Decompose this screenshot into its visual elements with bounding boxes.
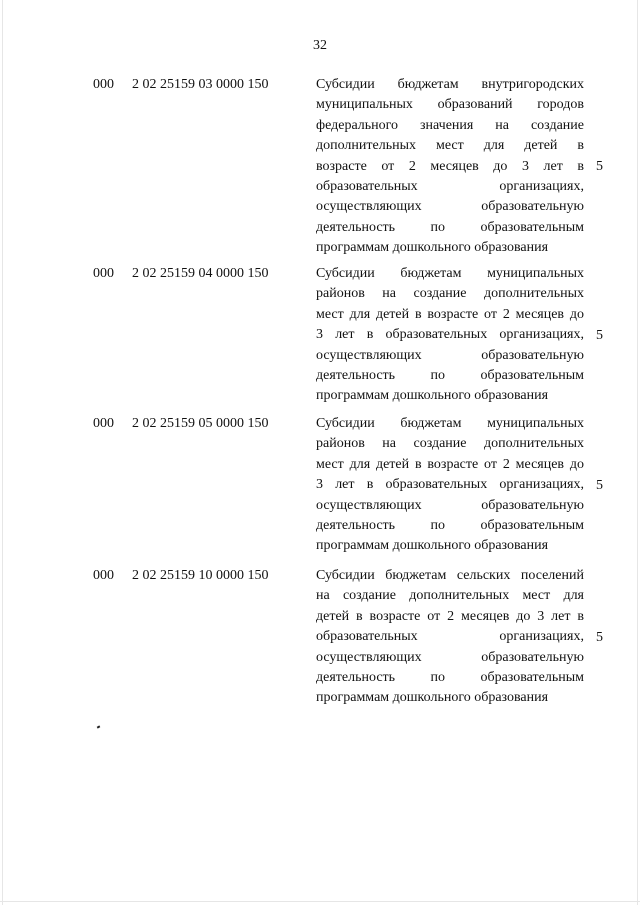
description-line: муниципальных образований городов	[316, 97, 584, 113]
description-line: возрасте от 2 месяцев до 3 лет в	[316, 158, 584, 174]
budget-entry	[0, 264, 640, 404]
stray-ink-mark	[97, 725, 101, 728]
description-line: программам дошкольного образования	[316, 538, 549, 554]
description-line: образовательных организациях,	[316, 178, 584, 194]
admin-code: 000	[93, 77, 114, 92]
description-line: осуществляющих образовательную	[316, 347, 584, 363]
description-line: районов на создание дополнительных	[316, 286, 584, 302]
budget-entry	[0, 414, 640, 554]
entry-amount: 5	[596, 478, 603, 493]
description-line: мест для детей в возрасте от 2 месяцев до	[316, 456, 584, 472]
description-line: дополнительных мест для детей в	[316, 138, 584, 154]
description-line: осуществляющих образовательную	[316, 497, 584, 513]
budget-classification-code: 2 02 25159 04 0000 150	[132, 266, 269, 281]
budget-classification-code: 2 02 25159 05 0000 150	[132, 416, 269, 431]
admin-code: 000	[93, 266, 114, 281]
description-line: детей в возрасте от 2 месяцев до 3 лет в	[316, 608, 584, 624]
description-line: деятельность по образовательным	[316, 367, 584, 383]
budget-entry	[0, 566, 640, 706]
description-line: программам дошкольного образования	[316, 690, 549, 706]
budget-entry	[0, 75, 640, 256]
description-line: Субсидии бюджетам муниципальных	[316, 266, 584, 281]
admin-code: 000	[93, 416, 114, 431]
description-line: районов на создание дополнительных	[316, 436, 584, 452]
entry-description	[316, 264, 584, 407]
description-line: Субсидии бюджетам внутригородских	[316, 77, 584, 92]
entry-description	[316, 566, 584, 709]
entry-amount: 5	[596, 159, 603, 174]
description-line: деятельность по образовательным	[316, 517, 584, 533]
description-line: мест для детей в возрасте от 2 месяцев до	[316, 306, 584, 322]
entry-amount: 5	[596, 630, 603, 645]
budget-classification-code: 2 02 25159 03 0000 150	[132, 77, 269, 92]
page-number: 32	[313, 38, 327, 53]
description-line: Субсидии бюджетам сельских поселений	[316, 568, 584, 583]
description-line: осуществляющих образовательную	[316, 649, 584, 665]
entry-description	[316, 75, 584, 259]
scan-edge-bottom	[0, 901, 640, 902]
description-line: деятельность по образовательным	[316, 669, 584, 685]
description-line: Субсидии бюджетам муниципальных	[316, 416, 584, 431]
description-line: 3 лет в образовательных организациях,	[316, 477, 584, 493]
admin-code: 000	[93, 568, 114, 583]
description-line: программам дошкольного образования	[316, 240, 549, 256]
description-line: образовательных организациях,	[316, 629, 584, 645]
description-line: деятельность по образовательным	[316, 219, 584, 235]
description-line: федерального значения на создание	[316, 117, 584, 133]
entry-amount: 5	[596, 328, 603, 343]
description-line: 3 лет в образовательных организациях,	[316, 327, 584, 343]
entry-description	[316, 414, 584, 557]
description-line: программам дошкольного образования	[316, 388, 549, 404]
description-line: на создание дополнительных мест для	[316, 588, 584, 604]
description-line: осуществляющих образовательную	[316, 199, 584, 215]
budget-classification-code: 2 02 25159 10 0000 150	[132, 568, 269, 583]
